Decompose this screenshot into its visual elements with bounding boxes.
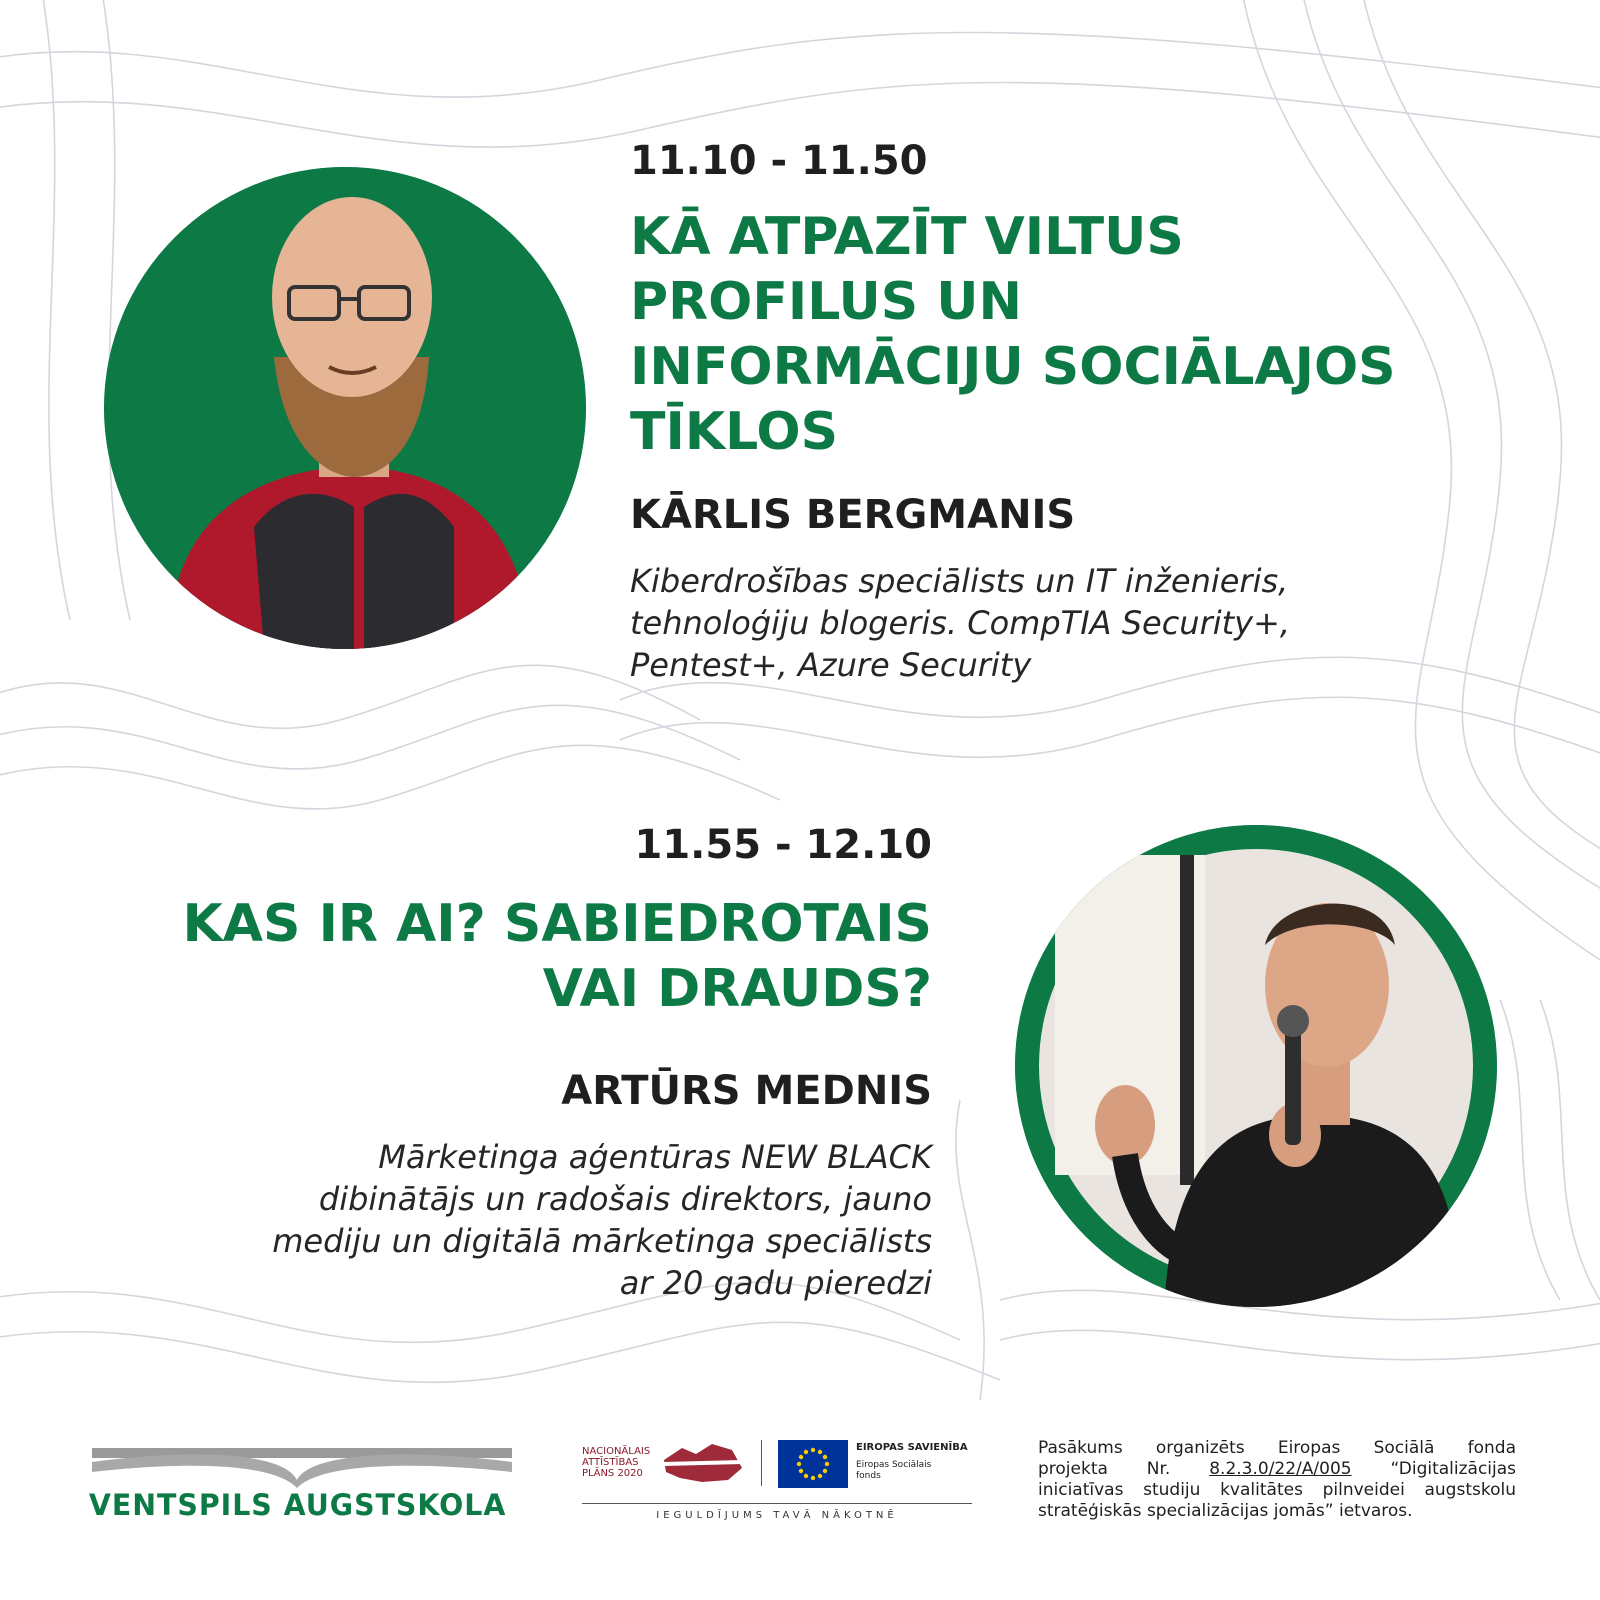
nap-2020-logo-text <box>582 1446 650 1479</box>
university-name: VENTSPILS AUGSTSKOLA <box>88 1488 507 1522</box>
tagline: IEGULDĪJUMS TAVĀ NĀKOTNĒ <box>656 1510 898 1521</box>
session2-bio-line: Mārketinga aģentūras NEW BLACK <box>378 1138 932 1176</box>
session1-title-line: KĀ ATPAZĪT VILTUS <box>630 207 1184 267</box>
eu-title: EIROPAS SAVIENĪBA <box>856 1442 968 1453</box>
session2-bio-line: dibinātājs un radošais direktors, jauno <box>318 1180 932 1218</box>
speaker-photo-arturs <box>1015 825 1497 1307</box>
nap-line: PLĀNS 2020 <box>582 1468 643 1479</box>
session1-speaker: KĀRLIS BERGMANIS <box>630 492 1076 538</box>
disclaimer-suffix: “Digitalizācijas <box>1390 1459 1517 1479</box>
speaker-photo-karlis <box>104 167 586 649</box>
session1-title-line: INFORMĀCIJU SOCIĀLAJOS <box>630 337 1396 397</box>
session2-title-line: KAS IR AI? SABIEDROTAIS <box>182 894 932 954</box>
session1-title <box>630 205 1396 465</box>
session1-bio-line: Pentest+, Azure Security <box>630 646 1032 684</box>
portrait-illustration <box>104 167 586 649</box>
disclaimer-prefix: projekta Nr. <box>1038 1459 1171 1479</box>
session2-title-line: VAI DRAUDS? <box>542 959 932 1019</box>
latvia-map-icon <box>662 1440 744 1486</box>
funding-disclaimer <box>1038 1438 1516 1522</box>
session1-title-line: TĪKLOS <box>630 402 839 462</box>
disclaimer-line <box>1038 1459 1516 1480</box>
session2-title <box>182 892 932 1022</box>
session2-time: 11.55 - 12.10 <box>634 822 932 868</box>
session1-bio <box>630 560 1290 686</box>
disclaimer-line: iniciatīvas studiju kvalitātes pilnveidei augstskolu <box>1038 1480 1516 1500</box>
session1-title-line: PROFILUS UN <box>630 272 1023 332</box>
session2-bio <box>272 1136 932 1304</box>
portrait-illustration <box>1015 825 1497 1307</box>
session1-bio-line: tehnoloģiju blogeris. CompTIA Security+, <box>630 604 1291 642</box>
logo-underline <box>582 1503 972 1504</box>
nap-line: NACIONĀLAIS <box>582 1446 651 1457</box>
logo-divider <box>761 1440 762 1486</box>
eu-subtitle-line: Eiropas Sociālais <box>856 1460 932 1470</box>
eu-subtitle-line: fonds <box>856 1471 881 1481</box>
nap-line: ATTĪSTĪBAS <box>582 1457 639 1468</box>
session2-bio-line: ar 20 gadu pieredzi <box>619 1264 932 1302</box>
session2-speaker: ARTŪRS MEDNIS <box>561 1068 932 1114</box>
session1-time: 11.10 - 11.50 <box>630 138 928 184</box>
disclaimer-line: stratēģiskās specializācijas jomās” ietvaros. <box>1038 1501 1413 1521</box>
session1-bio-line: Kiberdrošības speciālists un IT inženieris, <box>630 562 1289 600</box>
session2-bio-line: mediju un digitālā mārketinga speciālists <box>272 1222 932 1260</box>
project-number-link[interactable]: 8.2.3.0/22/A/005 <box>1209 1459 1352 1479</box>
disclaimer-line: Pasākums organizēts Eiropas Sociālā fonda <box>1038 1438 1516 1458</box>
eu-flag-icon <box>778 1440 848 1488</box>
eu-subtitle <box>856 1460 931 1482</box>
